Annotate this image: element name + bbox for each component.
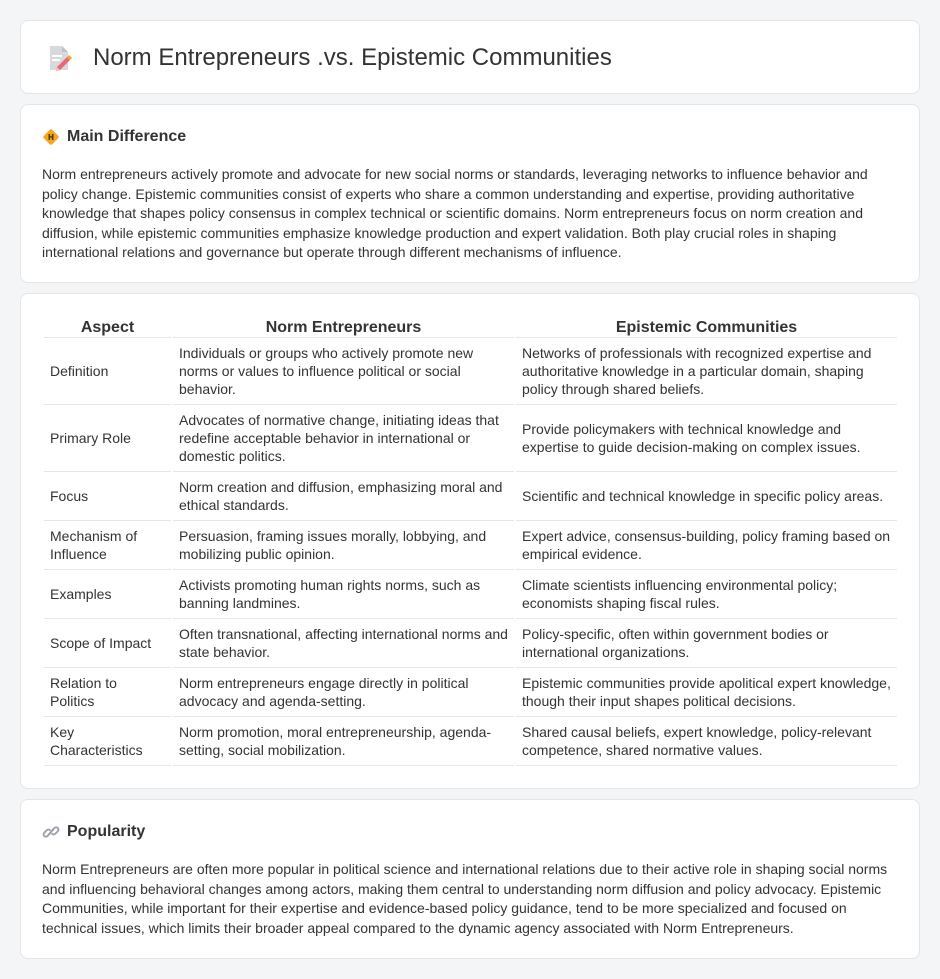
aspect-cell: Focus bbox=[44, 472, 171, 521]
aspect-cell: Primary Role bbox=[44, 405, 171, 472]
norm-entrepreneurs-cell: Advocates of normative change, initiating ideas that redefine acceptable behavior in international or domestic politics. bbox=[173, 405, 514, 472]
aspect-cell: Relation to Politics bbox=[44, 668, 171, 717]
main-difference-header bbox=[42, 127, 186, 147]
popularity-header bbox=[42, 822, 145, 842]
popularity-card bbox=[20, 799, 920, 959]
table-header-row bbox=[44, 316, 897, 338]
main-difference-heading: Main Difference bbox=[67, 128, 187, 145]
table-row bbox=[44, 472, 897, 521]
edit-document-icon bbox=[46, 43, 72, 73]
popularity-text: Norm Entrepreneurs are often more popular in political science and international relations due to their active role in shaping social norms and influencing behavioral changes among actors, making them central to understanding norm diffusion and policy advocacy. Epistemic Communities, while important for their expertise and evidence-based policy guidance, tend to be more specialized and focused on technical issues, which limits their broader appeal compared to the dynamic agency associated with Norm Entrepreneurs. bbox=[42, 861, 888, 936]
main-difference-card bbox=[20, 104, 920, 283]
table-row bbox=[44, 668, 897, 717]
epistemic-communities-cell: Climate scientists influencing environmental policy; economists shaping fiscal rules. bbox=[516, 570, 897, 619]
main-difference-text: Norm entrepreneurs actively promote and advocate for new social norms or standards, leveraging networks to influence behavior and policy change. Epistemic communities consist of experts who share a common understanding and expertise, providing authoritative knowledge that shapes policy consensus in complex technical or scientific domains. Norm entrepreneurs focus on norm creation and diffusion, while epistemic communities emphasize knowledge production and expert validation. Both play crucial roles in shaping international relations and governance but operate through different mechanisms of influence. bbox=[42, 166, 868, 261]
header-aspect: Aspect bbox=[44, 316, 171, 338]
diamond-signal-icon bbox=[42, 128, 60, 146]
popularity-heading: Popularity bbox=[67, 823, 146, 840]
epistemic-communities-cell: Scientific and technical knowledge in specific policy areas. bbox=[516, 472, 897, 521]
table-row bbox=[44, 717, 897, 766]
epistemic-communities-cell: Provide policymakers with technical knowledge and expertise to guide decision-making on complex issues. bbox=[516, 405, 897, 472]
table-row bbox=[44, 521, 897, 570]
norm-entrepreneurs-cell: Persuasion, framing issues morally, lobbying, and mobilizing public opinion. bbox=[173, 521, 514, 570]
comparison-card bbox=[20, 293, 920, 789]
aspect-cell: Scope of Impact bbox=[44, 619, 171, 668]
table-row bbox=[44, 570, 897, 619]
norm-entrepreneurs-cell: Norm entrepreneurs engage directly in political advocacy and agenda-setting. bbox=[173, 668, 514, 717]
comparison-table bbox=[42, 316, 899, 766]
epistemic-communities-cell: Shared causal beliefs, expert knowledge, policy-relevant competence, shared normative values. bbox=[516, 717, 897, 766]
aspect-cell: Examples bbox=[44, 570, 171, 619]
header-epistemic-communities: Epistemic Communities bbox=[516, 316, 897, 338]
table-row bbox=[44, 338, 897, 405]
epistemic-communities-cell: Expert advice, consensus-building, policy framing based on empirical evidence. bbox=[516, 521, 897, 570]
table-row bbox=[44, 619, 897, 668]
table-row bbox=[44, 405, 897, 472]
norm-entrepreneurs-cell: Often transnational, affecting international norms and state behavior. bbox=[173, 619, 514, 668]
norm-entrepreneurs-cell: Activists promoting human rights norms, such as banning landmines. bbox=[173, 570, 514, 619]
norm-entrepreneurs-cell: Norm promotion, moral entrepreneurship, agenda-setting, social mobilization. bbox=[173, 717, 514, 766]
epistemic-communities-cell: Policy-specific, often within government bodies or international organizations. bbox=[516, 619, 897, 668]
aspect-cell: Key Characteristics bbox=[44, 717, 171, 766]
aspect-cell: Definition bbox=[44, 338, 171, 405]
epistemic-communities-cell: Networks of professionals with recognized expertise and authoritative knowledge in a particular domain, shaping policy through shared beliefs. bbox=[516, 338, 897, 405]
page-title: Norm Entrepreneurs .vs. Epistemic Communities bbox=[93, 44, 612, 71]
title-row bbox=[46, 43, 612, 73]
header-norm-entrepreneurs: Norm Entrepreneurs bbox=[173, 316, 514, 338]
title-card bbox=[20, 20, 920, 94]
epistemic-communities-cell: Epistemic communities provide apolitical expert knowledge, though their input shapes political decisions. bbox=[516, 668, 897, 717]
norm-entrepreneurs-cell: Individuals or groups who actively promote new norms or values to influence political or social behavior. bbox=[173, 338, 514, 405]
norm-entrepreneurs-cell: Norm creation and diffusion, emphasizing moral and ethical standards. bbox=[173, 472, 514, 521]
link-icon bbox=[42, 823, 60, 841]
aspect-cell: Mechanism of Influence bbox=[44, 521, 171, 570]
